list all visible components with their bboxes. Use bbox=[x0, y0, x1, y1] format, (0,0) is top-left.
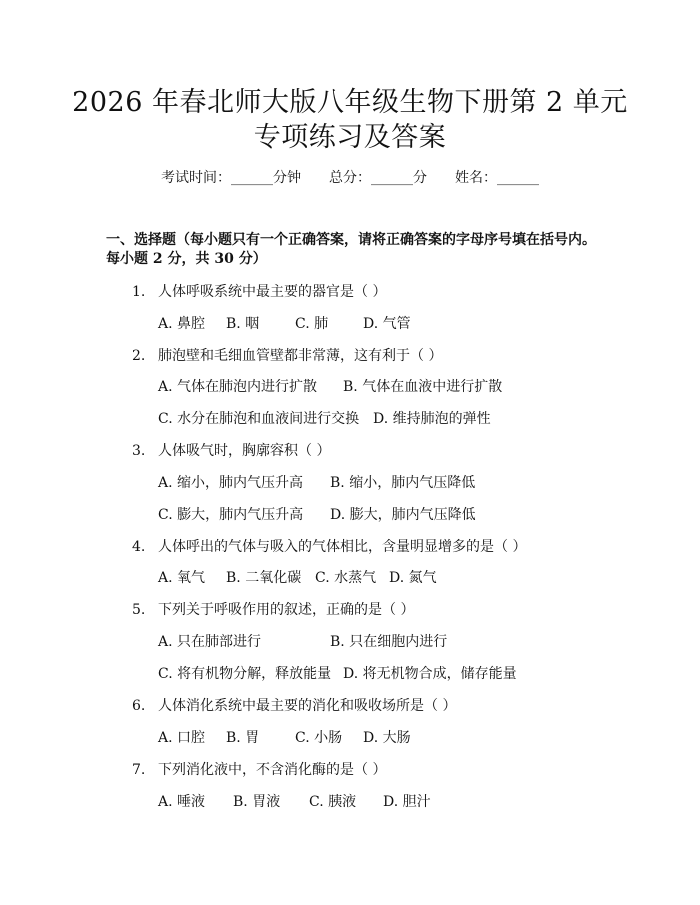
question-7 bbox=[132, 760, 386, 780]
q3-option-c: C. 膨大，肺内气压升高 bbox=[158, 507, 304, 523]
q1-option-b: B. 咽 bbox=[226, 316, 260, 332]
q6-option-d: D. 大肠 bbox=[363, 730, 411, 746]
q2-option-d: D. 维持肺泡的弹性 bbox=[373, 411, 491, 427]
q2-option-c: C. 水分在肺泡和血液间进行交换 bbox=[158, 411, 360, 427]
exam-time-field: 考试时间：______分钟 bbox=[161, 170, 301, 186]
q7-option-b: B. 胃液 bbox=[233, 794, 281, 810]
question-1 bbox=[132, 282, 386, 302]
question-text: 人体呼出的气体与吸入的气体相比，含量明显增多的是（ ） bbox=[158, 539, 527, 555]
question-text: 下列消化液中，不含消化酶的是（ ） bbox=[158, 762, 387, 778]
student-name-field: 姓名：______ bbox=[455, 170, 539, 186]
question-number: 2. bbox=[132, 348, 146, 364]
q2-option-a: A. 气体在肺泡内进行扩散 bbox=[158, 379, 318, 395]
question-number: 5. bbox=[132, 602, 146, 618]
q2-option-b: B. 气体在血液中进行扩散 bbox=[343, 379, 503, 395]
question-text: 人体吸气时，胸廓容积（ ） bbox=[158, 443, 331, 459]
q6-option-b: B. 胃 bbox=[226, 730, 260, 746]
question-number: 3. bbox=[132, 443, 146, 459]
q4-option-d: D. 氮气 bbox=[389, 570, 437, 586]
q7-option-d: D. 胆汁 bbox=[383, 794, 431, 810]
question-6 bbox=[132, 696, 456, 716]
q5-option-b: B. 只在细胞内进行 bbox=[330, 634, 448, 650]
q3-option-d: D. 膨大，肺内气压降低 bbox=[330, 507, 476, 523]
q1-option-d: D. 气管 bbox=[363, 316, 411, 332]
question-number: 1. bbox=[132, 284, 146, 300]
section-heading-line-1: 一、选择题（每小题只有一个正确答案，请将正确答案的字母序号填在括号内。 bbox=[106, 232, 596, 248]
total-score-field: 总分：______分 bbox=[329, 170, 427, 186]
q3-option-a: A. 缩小，肺内气压升高 bbox=[158, 475, 304, 491]
exam-info bbox=[0, 168, 700, 188]
question-text: 人体消化系统中最主要的消化和吸收场所是（ ） bbox=[158, 698, 457, 714]
q6-option-a: A. 口腔 bbox=[158, 730, 206, 746]
q3-option-b: B. 缩小，肺内气压降低 bbox=[330, 475, 476, 491]
question-number: 6. bbox=[132, 698, 146, 714]
question-4 bbox=[132, 537, 526, 557]
q7-option-a: A. 唾液 bbox=[158, 794, 206, 810]
q1-option-a: A. 鼻腔 bbox=[158, 316, 206, 332]
q4-option-c: C. 水蒸气 bbox=[315, 570, 377, 586]
question-2 bbox=[132, 346, 442, 366]
q4-option-b: B. 二氧化碳 bbox=[226, 570, 302, 586]
question-5 bbox=[132, 600, 414, 620]
document-title-line-1: 2026 年春北师大版八年级生物下册第 2 单元 bbox=[72, 87, 628, 118]
question-text: 下列关于呼吸作用的叙述，正确的是（ ） bbox=[158, 602, 415, 618]
document-title-line-2: 专项练习及答案 bbox=[253, 122, 447, 153]
q5-option-c: C. 将有机物分解，释放能量 bbox=[158, 666, 332, 682]
q5-option-d: D. 将无机物合成，储存能量 bbox=[343, 666, 517, 682]
section-heading-line-2: 每小题 2 分，共 30 分） bbox=[106, 251, 267, 267]
question-number: 4. bbox=[132, 539, 146, 555]
question-text: 肺泡壁和毛细血管壁都非常薄，这有利于（ ） bbox=[158, 348, 443, 364]
q7-option-c: C. 胰液 bbox=[309, 794, 357, 810]
question-3 bbox=[132, 441, 330, 461]
question-number: 7. bbox=[132, 762, 146, 778]
question-text: 人体呼吸系统中最主要的器官是（ ） bbox=[158, 284, 387, 300]
q6-option-c: C. 小肠 bbox=[295, 730, 343, 746]
q5-option-a: A. 只在肺部进行 bbox=[158, 634, 262, 650]
q4-option-a: A. 氧气 bbox=[158, 570, 206, 586]
q1-option-c: C. 肺 bbox=[295, 316, 329, 332]
